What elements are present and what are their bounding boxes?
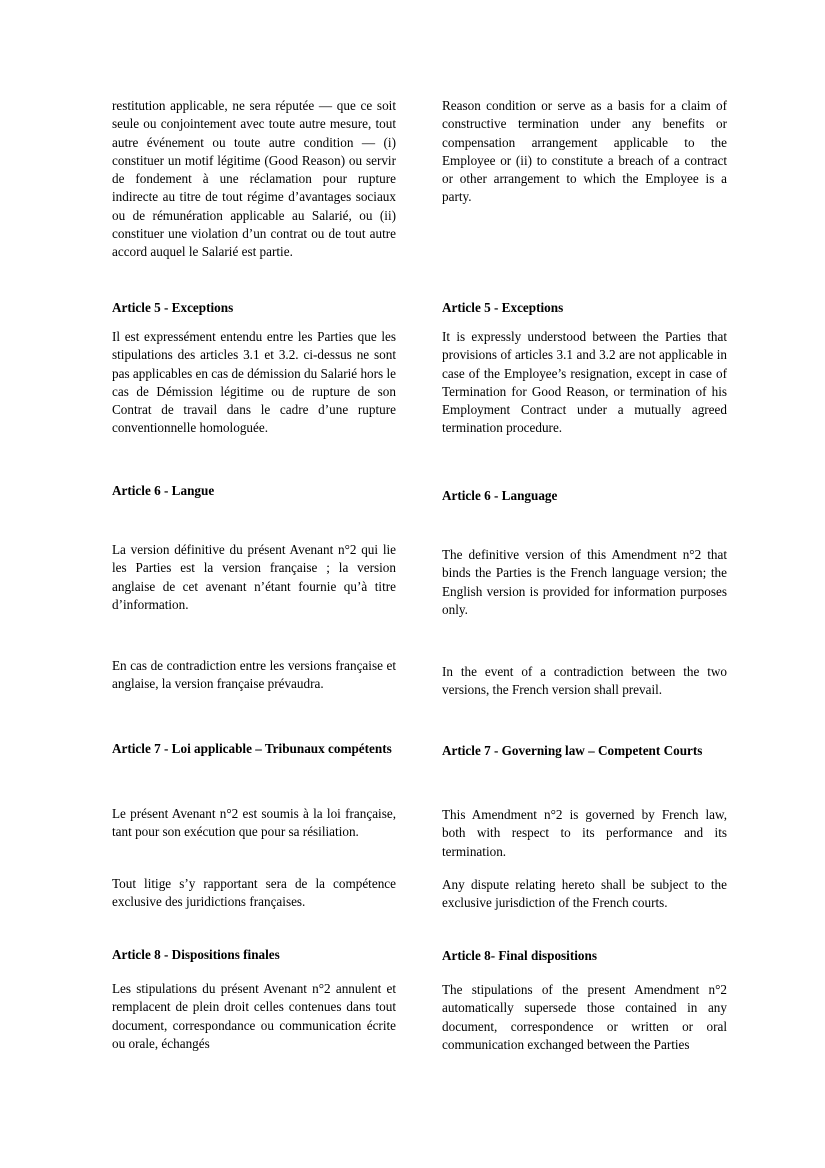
fr-article-8-heading: Article 8 - Dispositions finales xyxy=(112,947,280,962)
en-article-7-text-1: This Amendment n°2 is governed by French law, both with respect to its performance and its termination. xyxy=(442,807,727,859)
fr-article-6-heading: Article 6 - Langue xyxy=(112,483,215,498)
en-article-6-heading: Article 6 - Language xyxy=(442,488,558,503)
fr-article-7-text-2: Tout litige s’y rapportant sera de la compétence exclusive des juridictions françaises. xyxy=(112,876,396,910)
en-article-5-text: It is expressly understood between the Parties that provisions of articles 3.1 and 3.2 are not applicable in case of the Employee’s resignation, except in case of Termination for Good Reason, or termination of his Employment Contract under a mutually agreed termination procedure. xyxy=(442,329,727,436)
fr-article-7-heading: Article 7 - Loi applicable – Tribunaux compétents xyxy=(112,741,392,756)
en-article-8-heading: Article 8- Final dispositions xyxy=(442,948,597,963)
fr-article-7-text-1: Le présent Avenant n°2 est soumis à la loi française, tant pour son exécution que pour sa résiliation. xyxy=(112,806,396,840)
fr-carryover-paragraph: restitution applicable, ne sera réputée — que ce soit seule ou conjointement avec toute autre mesure, tout autre événement ou toute autre condition — (i) constituer un motif légitime (Good Reason) ou servir de fondement à une réclamation pour rupture indirecte au titre de tout régime d’avantages sociaux ou de rémunération applicable au Salarié, ou (ii) constituer une violation d’un contrat ou de tout autre accord auquel le Salarié est partie. xyxy=(112,98,396,260)
fr-article-6-text-2: En cas de contradiction entre les versions française et anglaise, la version française prévaudra. xyxy=(112,658,396,692)
fr-article-8-text: Les stipulations du présent Avenant n°2 annulent et remplacent de plein droit celles contenues dans tout document, correspondance ou communication écrite ou orale, échangés xyxy=(112,981,396,1051)
fr-article-5-heading: Article 5 - Exceptions xyxy=(112,300,234,315)
en-article-6-text-1: The definitive version of this Amendment n°2 that binds the Parties is the French language version; the English version is provided for information purposes only. xyxy=(442,547,727,617)
fr-article-6-text-1: La version définitive du présent Avenant n°2 qui lie les Parties est la version française ; la version anglaise de cet avenant n’étant fournie qu’à titre d’information. xyxy=(112,542,396,612)
en-article-8-text: The stipulations of the present Amendment n°2 automatically supersede those contained in any document, correspondence or written or oral communication exchanged between the Parties xyxy=(442,982,727,1052)
en-article-6-text-2: In the event of a contradiction between the two versions, the French version shall prevail. xyxy=(442,664,727,698)
fr-article-5-text: Il est expressément entendu entre les Parties que les stipulations des articles 3.1 et 3.2. ci-dessus ne sont pas applicables en cas de démission du Salarié hors le cas de Démission légitime ou de rupture de son Contrat de travail dans le cadre d’une rupture conventionnelle homologuée. xyxy=(112,329,396,436)
en-article-7-heading: Article 7 - Governing law – Competent Courts xyxy=(442,743,703,758)
en-carryover-paragraph: Reason condition or serve as a basis for a claim of constructive termination under any benefits or compensation arrangement applicable to the Employee or (ii) to constitute a breach of a contract or other arrangement to which the Employee is a party. xyxy=(442,98,727,205)
en-article-5-heading: Article 5 - Exceptions xyxy=(442,300,564,315)
en-article-7-text-2: Any dispute relating hereto shall be subject to the exclusive jurisdiction of the French courts. xyxy=(442,877,727,911)
